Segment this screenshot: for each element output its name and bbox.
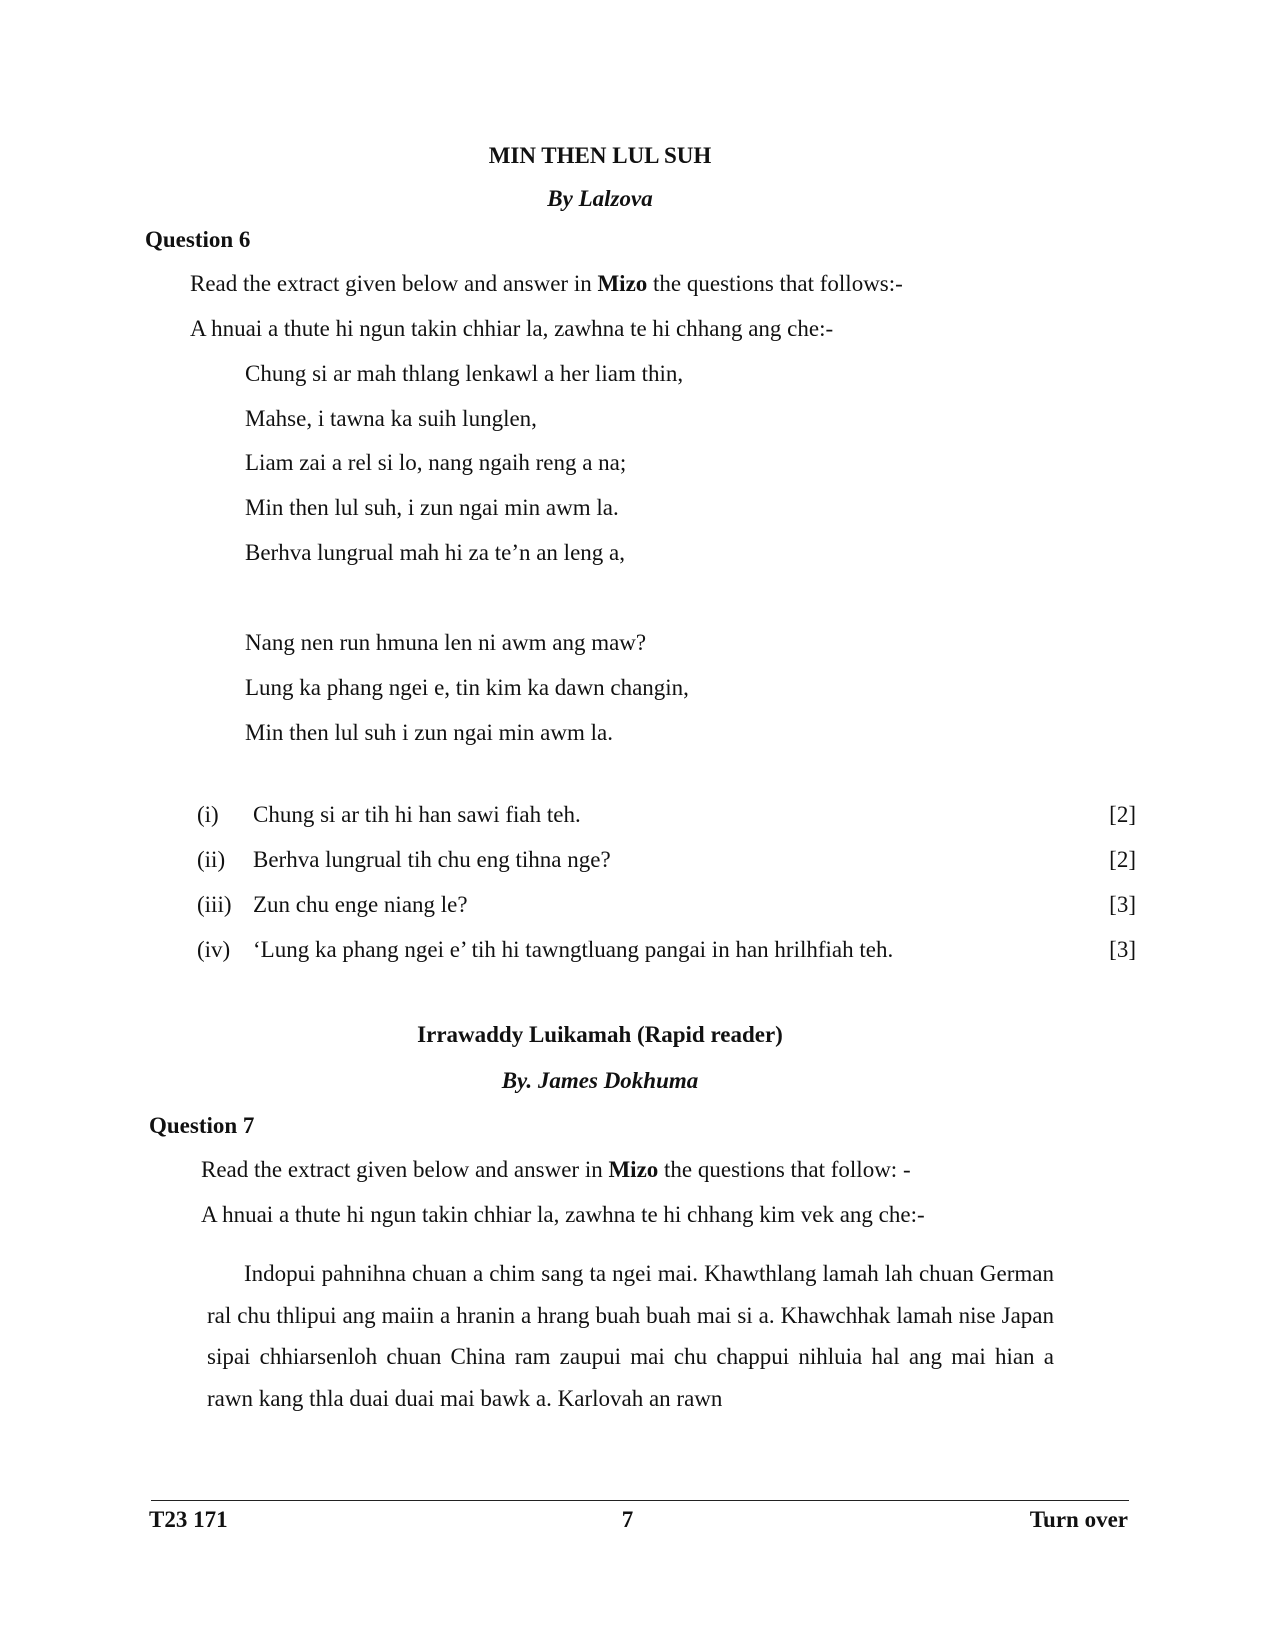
poem-line: Mahse, i tawna ka suih lunglen, bbox=[245, 406, 537, 431]
extract-passage: Indopui pahnihna chuan a chim sang ta ngei mai. Khawthlang lamah lah chuan German ral chu thlipui ang maiin a hranin a hrang buah buah mai si a. Khawchhak lamah nise Japan sipai chhiarsenloh chuan China ram zaupui mai chu chappui nihluia hal ang mai hian a rawn kang thla duai duai mai bawk a. Karlovah an rawn bbox=[207, 1261, 1054, 1411]
question-6-instruction: A hnuai a thute hi ngun takin chhiar la, zawhna te hi chhang ang che:- bbox=[190, 316, 834, 341]
poem-author: By Lalzova bbox=[547, 186, 653, 211]
poem-line: Berhva lungrual mah hi za te’n an leng a, bbox=[245, 540, 625, 565]
question-text: Berhva lungrual tih chu eng tihna nge? bbox=[253, 847, 611, 872]
question-number: (iii) bbox=[197, 892, 232, 917]
question-number: (i) bbox=[197, 802, 219, 827]
poem-line: Lung ka phang ngei e, tin kim ka dawn changin, bbox=[245, 675, 689, 700]
question-number: (ii) bbox=[197, 847, 226, 872]
rapid-reader-author: By. James Dokhuma bbox=[501, 1068, 699, 1093]
question-marks: [3] bbox=[1109, 937, 1136, 962]
question-6-intro: Read the extract given below and answer in Mizo the questions that follows:- bbox=[190, 271, 903, 296]
question-marks: [3] bbox=[1109, 892, 1136, 917]
rapid-reader-title: Irrawaddy Luikamah (Rapid reader) bbox=[417, 1022, 783, 1047]
question-7-intro: Read the extract given below and answer in Mizo the questions that follow: - bbox=[201, 1157, 911, 1182]
footer-divider bbox=[151, 1500, 1129, 1501]
question-text: Zun chu enge niang le? bbox=[253, 892, 468, 917]
question-number: (iv) bbox=[197, 937, 231, 962]
poem-line: Chung si ar mah thlang lenkawl a her liam thin, bbox=[245, 361, 684, 386]
turn-over-label: Turn over bbox=[1029, 1507, 1128, 1532]
poem-line: Liam zai a rel si lo, nang ngaih reng a na; bbox=[245, 450, 627, 475]
question-7-heading: Question 7 bbox=[149, 1113, 255, 1138]
question-marks: [2] bbox=[1109, 847, 1136, 872]
question-text: ‘Lung ka phang ngei e’ tih hi tawngtluang pangai in han hrilhfiah teh. bbox=[253, 937, 894, 962]
poem-title: MIN THEN LUL SUH bbox=[488, 143, 712, 168]
poem-line: Min then lul suh, i zun ngai min awm la. bbox=[245, 495, 619, 520]
paper-code: T23 171 bbox=[149, 1507, 228, 1532]
poem-line: Nang nen run hmuna len ni awm ang maw? bbox=[245, 630, 647, 655]
question-text: Chung si ar tih hi han sawi fiah teh. bbox=[253, 802, 581, 827]
question-7-instruction: A hnuai a thute hi ngun takin chhiar la, zawhna te hi chhang kim vek ang che:- bbox=[201, 1202, 925, 1227]
page-number: 7 bbox=[621, 1507, 634, 1532]
question-marks: [2] bbox=[1109, 802, 1136, 827]
poem-line: Min then lul suh i zun ngai min awm la. bbox=[245, 720, 613, 745]
question-6-heading: Question 6 bbox=[145, 227, 251, 252]
